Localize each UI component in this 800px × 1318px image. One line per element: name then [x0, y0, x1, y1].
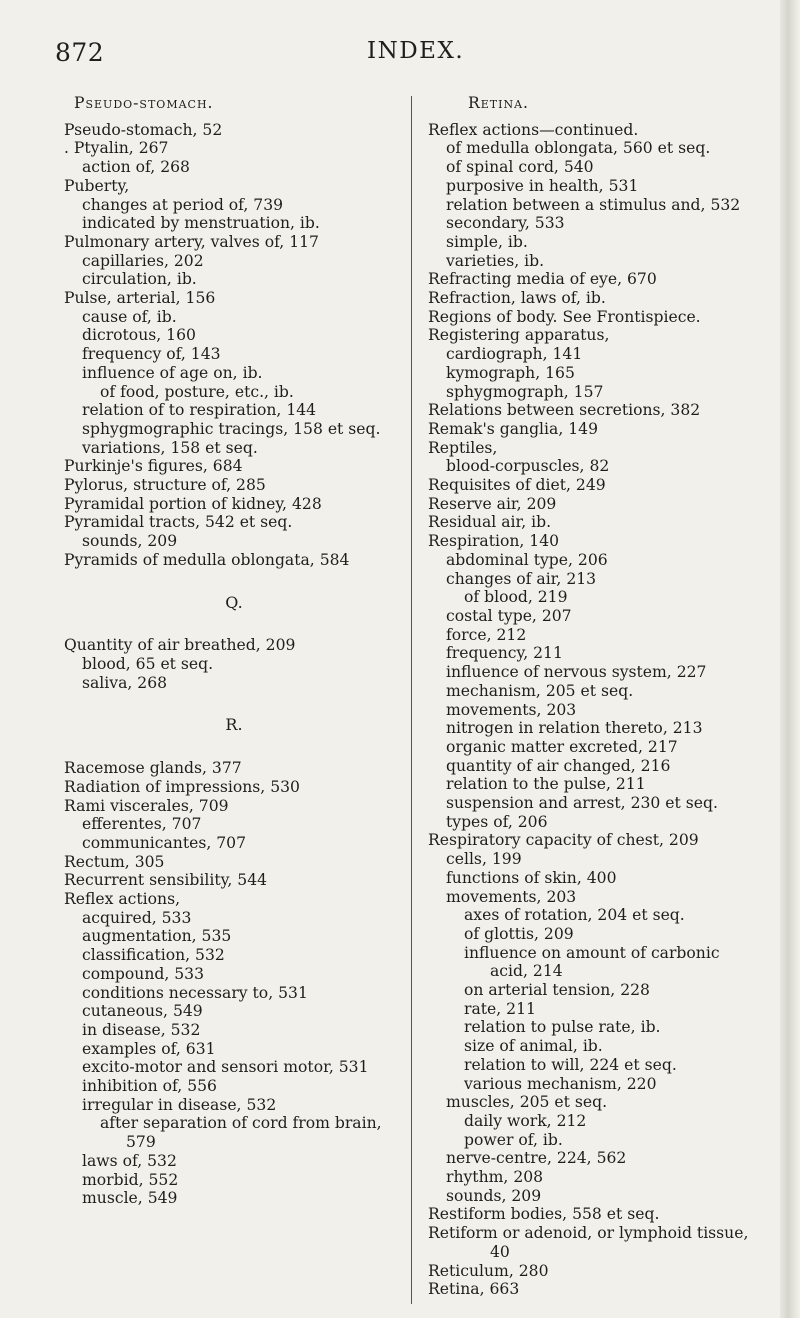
index-entry: Pylorus, structure of, 285: [64, 476, 266, 495]
index-entry: Refraction, laws of, ib.: [428, 289, 606, 308]
index-entry: rate, 211: [464, 999, 536, 1018]
right-column-head: Retina.: [468, 94, 529, 112]
page-header: [0, 38, 780, 78]
index-entry: frequency, 211: [446, 644, 563, 663]
index-entry: examples of, 631: [82, 1039, 216, 1058]
index-entry: Requisites of diet, 249: [428, 476, 606, 495]
left-column-head: Pseudo-stomach.: [74, 94, 214, 112]
index-entry: Residual air, ib.: [428, 513, 552, 532]
index-entry: abdominal type, 206: [446, 550, 608, 569]
index-entry: muscle, 549: [82, 1189, 178, 1208]
index-entry: movements, 203: [446, 700, 577, 719]
index-entry: 579: [126, 1133, 156, 1152]
index-entry: Respiratory capacity of chest, 209: [428, 831, 699, 850]
index-entry: Quantity of air breathed, 209: [64, 636, 296, 655]
index-entry: blood, 65 et seq.: [82, 654, 214, 673]
index-entry: frequency of, 143: [82, 345, 221, 364]
index-entry: organic matter excreted, 217: [446, 737, 678, 756]
index-entry: capillaries, 202: [82, 251, 204, 270]
index-entry: inhibition of, 556: [82, 1077, 217, 1096]
index-entry: sphygmographic tracings, 158 et seq.: [82, 419, 381, 438]
index-entry: circulation, ib.: [82, 270, 197, 289]
index-entry: relation to pulse rate, ib.: [464, 1018, 661, 1037]
index-entry: classification, 532: [82, 946, 225, 965]
index-entry: excito-motor and sensori motor, 531: [82, 1058, 369, 1077]
index-entry: acid, 214: [490, 962, 563, 981]
index-entry: suspension and arrest, 230 et seq.: [446, 794, 718, 813]
index-entry: Radiation of impressions, 530: [64, 777, 300, 796]
index-entry: influence of age on, ib.: [82, 363, 263, 382]
retina-entries: [428, 121, 778, 1299]
index-entry: influence on amount of carbonic: [464, 943, 720, 962]
column-divider: [411, 96, 412, 1304]
index-entry: Relations between secretions, 382: [428, 401, 701, 420]
index-entry: various mechanism, 220: [464, 1074, 657, 1093]
index-entry: saliva, 268: [82, 673, 168, 692]
index-entry: purposive in health, 531: [446, 176, 639, 195]
index-entry: Pseudo-stomach, 52: [64, 120, 223, 139]
index-entry: Reflex actions—continued.: [428, 120, 639, 139]
index-entry: Pyramidal portion of kidney, 428: [64, 494, 322, 513]
index-entry: kymograph, 165: [446, 363, 575, 382]
index-entry: Reserve air, 209: [428, 494, 557, 513]
index-entry: cells, 199: [446, 850, 522, 869]
running-head: INDEX.: [367, 38, 465, 64]
index-entry: changes of air, 213: [446, 569, 597, 588]
index-entry: Reticulum, 280: [428, 1261, 549, 1280]
index-entry: augmentation, 535: [82, 927, 232, 946]
index-entry: mechanism, 205 et seq.: [446, 681, 634, 700]
index-entry: secondary, 533: [446, 214, 565, 233]
r-entries: [64, 759, 404, 1208]
index-entry: Racemose glands, 377: [64, 759, 242, 778]
index-entry: relation between a stimulus and, 532: [446, 195, 741, 214]
left-column: [64, 94, 404, 1208]
index-entry: relation of to respiration, 144: [82, 401, 317, 420]
index-entry: compound, 533: [82, 964, 205, 983]
index-entry: Puberty,: [64, 176, 130, 195]
index-entry: Refracting media of eye, 670: [428, 270, 657, 289]
letter-heading-q: Q.: [225, 592, 243, 612]
index-entry: irregular in disease, 532: [82, 1095, 277, 1114]
index-entry: influence of nervous system, 227: [446, 663, 707, 682]
index-entry: cause of, ib.: [82, 307, 177, 326]
index-entry: 40: [490, 1242, 510, 1261]
index-entry: laws of, 532: [82, 1151, 177, 1170]
index-entry: Pyramids of medulla oblongata, 584: [64, 550, 350, 569]
letter-heading-r: R.: [225, 715, 243, 735]
index-entry: of medulla oblongata, 560 et seq.: [446, 139, 711, 158]
index-entry: . Ptyalin, 267: [64, 139, 169, 158]
index-entry: axes of rotation, 204 et seq.: [464, 906, 685, 925]
index-entry: varieties, ib.: [446, 251, 545, 270]
index-entry: relation to the pulse, 211: [446, 775, 646, 794]
index-entry: dicrotous, 160: [82, 326, 196, 345]
index-entry: Respiration, 140: [428, 532, 560, 551]
index-entry: Pyramidal tracts, 542 et seq.: [64, 513, 293, 532]
index-entry: action of, 268: [82, 158, 190, 177]
index-entry: sphygmograph, 157: [446, 382, 604, 401]
index-entry: Reflex actions,: [64, 890, 181, 909]
index-entry: force, 212: [446, 625, 527, 644]
index-entry: morbid, 552: [82, 1170, 179, 1189]
index-entry: of spinal cord, 540: [446, 158, 594, 177]
index-entry: Retiform or adenoid, or lymphoid tissue,: [428, 1224, 749, 1243]
index-entry: sounds, 209: [82, 532, 178, 551]
page-edge: [780, 0, 800, 1318]
index-entry: Rectum, 305: [64, 852, 165, 871]
index-entry: Registering apparatus,: [428, 326, 610, 345]
index-entry: simple, ib.: [446, 232, 528, 251]
index-entry: indicated by menstruation, ib.: [82, 214, 320, 233]
index-entry: power of, ib.: [464, 1130, 563, 1149]
index-entry: size of animal, ib.: [464, 1037, 603, 1056]
index-entry: costal type, 207: [446, 606, 572, 625]
index-entry: cardiograph, 141: [446, 345, 583, 364]
index-entry: muscles, 205 et seq.: [446, 1093, 608, 1112]
index-entry: Pulse, arterial, 156: [64, 289, 216, 308]
page-number: 872: [55, 38, 105, 67]
index-entry: Reptiles,: [428, 438, 498, 457]
index-entry: blood-corpuscles, 82: [446, 457, 610, 476]
p-entries: [64, 121, 404, 570]
index-entry: daily work, 212: [464, 1111, 587, 1130]
index-entry: types of, 206: [446, 812, 548, 831]
index-entry: conditions necessary to, 531: [82, 983, 308, 1002]
index-entry: variations, 158 et seq.: [82, 438, 258, 457]
index-entry: Purkinje's figures, 684: [64, 457, 243, 476]
index-entry: quantity of air changed, 216: [446, 756, 671, 775]
index-entry: nerve-centre, 224, 562: [446, 1149, 627, 1168]
index-entry: Retina, 663: [428, 1280, 520, 1299]
index-entry: nitrogen in relation thereto, 213: [446, 719, 703, 738]
index-entry: movements, 203: [446, 887, 577, 906]
index-entry: Remak's ganglia, 149: [428, 419, 599, 438]
index-entry: rhythm, 208: [446, 1168, 544, 1187]
index-entry: Regions of body. See Frontispiece.: [428, 307, 701, 326]
index-entry: Rami viscerales, 709: [64, 796, 229, 815]
index-entry: of blood, 219: [464, 588, 568, 607]
index-entry: cutaneous, 549: [82, 1002, 203, 1021]
index-entry: functions of skin, 400: [446, 868, 617, 887]
index-entry: changes at period of, 739: [82, 195, 284, 214]
index-entry: relation to will, 224 et seq.: [464, 1055, 677, 1074]
index-entry: in disease, 532: [82, 1020, 201, 1039]
index-entry: Pulmonary artery, valves of, 117: [64, 232, 319, 251]
index-entry: of food, posture, etc., ib.: [100, 382, 294, 401]
right-column: [428, 94, 778, 1299]
index-entry: on arterial tension, 228: [464, 981, 650, 1000]
q-entries: [64, 636, 404, 692]
index-entry: communicantes, 707: [82, 833, 247, 852]
index-entry: after separation of cord from brain,: [100, 1114, 382, 1133]
index-entry: acquired, 533: [82, 908, 192, 927]
index-entry: efferentes, 707: [82, 815, 202, 834]
index-entry: Restiform bodies, 558 et seq.: [428, 1205, 660, 1224]
index-entry: Recurrent sensibility, 544: [64, 871, 268, 890]
index-entry: of glottis, 209: [464, 924, 574, 943]
index-entry: sounds, 209: [446, 1186, 542, 1205]
